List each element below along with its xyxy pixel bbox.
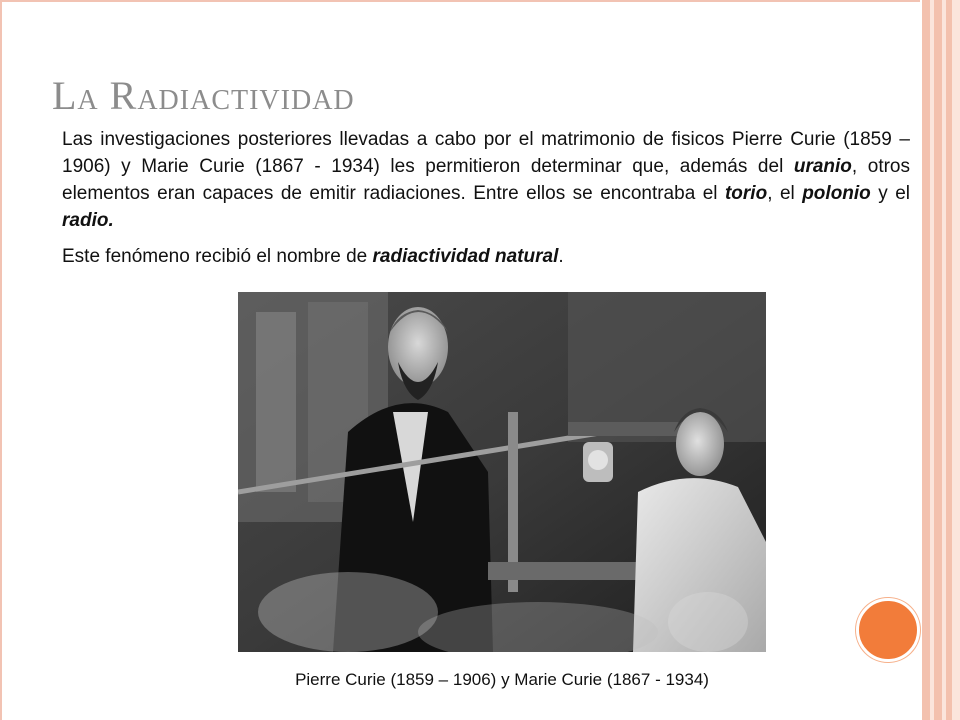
paragraph-2-text: . bbox=[558, 246, 564, 267]
decorative-stripes bbox=[920, 0, 960, 720]
paragraph-1-text: Las investigaciones posteriores llevadas a cabo por el matrimonio de fisicos Pierre Curie (1859 – 1906) y Marie Curie (1867 - 1934) les permitieron determinar que, además del bbox=[62, 129, 910, 177]
keyword-uranio: uranio bbox=[793, 156, 852, 177]
paragraph-2 bbox=[62, 243, 910, 270]
photo-caption: Pierre Curie (1859 – 1906) y Marie Curie (1867 - 1934) bbox=[295, 670, 709, 689]
paragraph-2-text: Este fenómeno recibió el nombre de bbox=[62, 246, 373, 267]
decorative-circle bbox=[856, 598, 920, 662]
slide-title: La Radiactividad bbox=[52, 73, 355, 118]
keyword-radio: radio. bbox=[62, 210, 114, 231]
paragraph-1-text: , el bbox=[767, 183, 803, 204]
keyword-torio: torio bbox=[724, 183, 768, 204]
curie-photo-illustration bbox=[238, 292, 766, 652]
paragraph-1-text: , otros elementos eran capaces de emitir radiaciones. Entre ellos se encontraba el bbox=[62, 156, 910, 204]
paragraph-1-text: y el bbox=[870, 183, 911, 204]
slide-body bbox=[62, 126, 910, 279]
keyword-radiactividad-natural: radiactividad natural bbox=[372, 246, 559, 267]
keyword-polonio: polonio bbox=[802, 183, 871, 204]
paragraph-1 bbox=[62, 126, 910, 234]
curie-photo bbox=[238, 292, 766, 652]
